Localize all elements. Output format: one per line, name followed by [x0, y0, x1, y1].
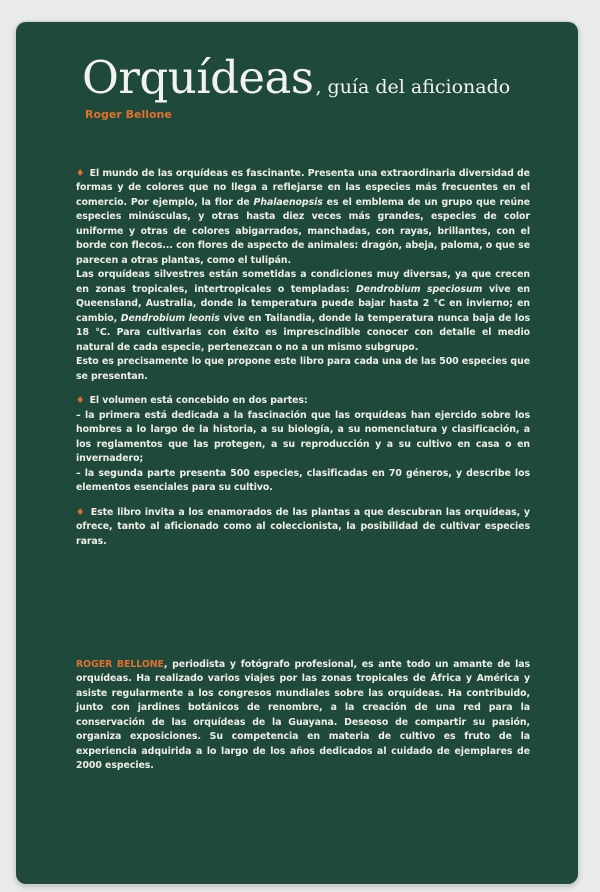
bio-text: , periodista y fotógrafo profesional, es ante todo un amante de las orquídeas. Ha realizado varios viajes por las zonas tropicales de África y América y asiste regularmente a los congresos mundiales sobre las orquídeas. Ha contribuido, junto con jardines botánicos de renombre, a la creación de una red para la conservación de las orquídeas de la Guayana. Deseoso de compartir su pasión, organiza exposiciones. Su competencia en materia de cultivo es fruto de la experiencia adquirida a lo largo de los años dedicados al cuidado de ejemplares de 2000 especies. [76, 659, 531, 772]
bio-paragraph [76, 658, 530, 774]
list-item-part-two: – la segunda parte presenta 500 especies, clasificadas en 70 géneros, y describe los elementos esenciales para su cultivo. [76, 467, 530, 494]
species-name: Phalaenopsis [253, 196, 323, 208]
paragraph-text: es el emblema de un grupo que reúne especies minúsculas, y otras hasta diez veces más grandes, especies de color uniforme y otras de colores abigarrados, manchadas, con rayas, brillantes, con el borde con flecos... con flores de aspecto de animales: dragón, abeja, paloma, o que se parecen a otras plantas, como el tulipán. [76, 196, 530, 266]
paragraph-habitat [76, 268, 530, 355]
book-subtitle: , guía del aficionado [315, 76, 511, 98]
diamond-bullet-icon: ♦ [76, 506, 85, 518]
paragraph-intro [76, 167, 530, 268]
bio-author-name: ROGER BELLONE [76, 659, 164, 670]
book-back-cover [16, 22, 578, 884]
author-bio [76, 658, 530, 774]
blurb-text [76, 167, 530, 549]
paragraph-purpose: Esto es precisamente lo que propone este libro para cada una de las 500 especies que se presentan. [76, 356, 530, 382]
book-title: Orquídeas [82, 51, 314, 104]
title-row [82, 51, 511, 104]
author-name: Roger Bellone [85, 108, 172, 121]
diamond-bullet-icon: ♦ [76, 168, 85, 179]
species-name: Dendrobium leonis [120, 312, 220, 324]
paragraph-text: vive en Queensland, Australia, donde la temperatura puede bajar hasta 2 °C en invierno; en cambio, [76, 283, 531, 324]
diamond-bullet-icon: ♦ [76, 395, 85, 407]
paragraph-text: Este libro invita a los enamorados de las plantas a que descubran las orquídeas, y ofrece, tanto al aficionado como al coleccionista, la posibilidad de cultivar especies raras. [76, 506, 530, 547]
paragraph-structure [76, 394, 530, 408]
paragraph-text: El volumen está concebido en dos partes: [89, 395, 308, 407]
paragraph-text: El mundo de las orquídeas es fascinante. Presenta una extraordinaria diversidad de formas y de colores que no llega a reflejarse en las especies más frecuentes en el comercio. Por ejemplo, la flor de [76, 168, 530, 208]
paragraph-invitation [76, 506, 530, 549]
paragraph-text: vive en Tailandia, donde la temperatura nunca baja de los 18 °C. Para cultivarlas con éxito es imprescindible conocer con detalle el medio natural de cada especie, pertenezcan o no a un mismo subgrupo. [76, 312, 530, 353]
list-item-part-one: – la primera está dedicada a la fascinación que las orquídeas han ejercido sobre los hombres a lo largo de la historia, a su biología, a su nomenclatura y clasificación, a los reglamentos que las protegen, a su reproducción y a su cultivo en casa o en invernadero; [76, 409, 530, 465]
species-name: Dendrobium speciosum [356, 283, 483, 295]
paragraph-text: Las orquídeas silvestres están sometidas a condiciones muy diversas, ya que crecen en zonas tropicales, intertropicales o templadas: [76, 269, 530, 295]
